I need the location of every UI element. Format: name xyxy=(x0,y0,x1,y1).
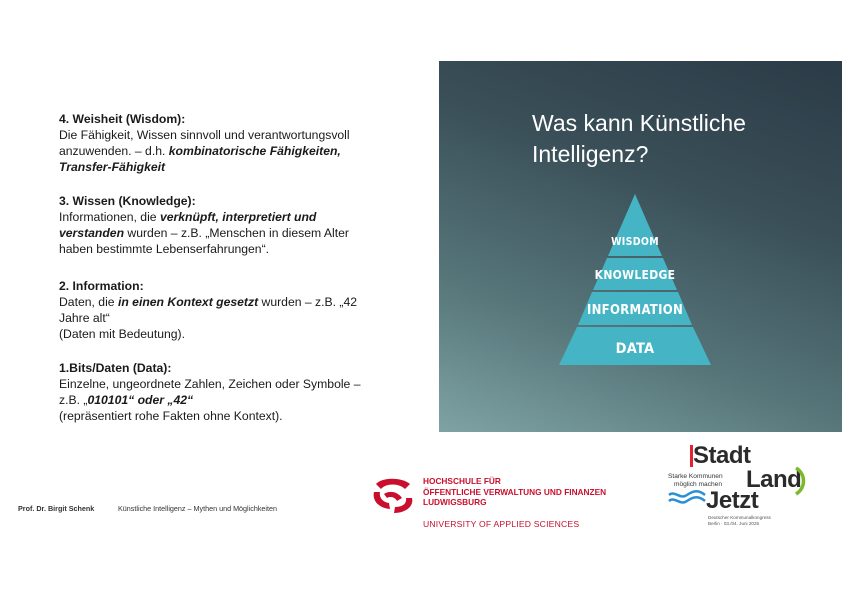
knowledge-block xyxy=(59,193,389,257)
dikw-panel xyxy=(439,61,842,432)
logo-tagline-2: möglich machen xyxy=(674,480,723,488)
dikw-pyramid xyxy=(525,194,745,366)
wisdom-line3: Transfer-Fähigkeit xyxy=(59,160,166,174)
data-heading: 1.Bits/Daten (Data): xyxy=(59,361,172,375)
logo-event-line1: Deutscher Kommunalkongress xyxy=(708,515,771,520)
information-line1-plain2: wurden – z.B. „42 xyxy=(258,295,358,309)
hochschule-name xyxy=(423,476,606,508)
pyramid-label-wisdom: WISDOM xyxy=(611,236,659,248)
logo-stadt: Stadt xyxy=(693,442,751,469)
information-line1-bold: in einen Kontext gesetzt xyxy=(117,295,259,309)
information-heading: 2. Information: xyxy=(59,279,144,293)
data-line2-bold: 010101“ oder „42“ xyxy=(87,393,194,407)
wisdom-heading: 4. Weisheit (Wisdom): xyxy=(59,112,186,126)
information-line1-plain: Daten, die xyxy=(59,295,118,309)
logo-tagline-1: Starke Kommunen xyxy=(668,473,723,480)
logo-tagline xyxy=(668,473,723,488)
knowledge-line2 xyxy=(59,225,389,241)
data-line1: Einzelne, ungeordnete Zahlen, Zeichen oder Symbole – xyxy=(59,377,361,391)
data-line2 xyxy=(59,392,389,408)
panel-title xyxy=(532,108,832,170)
wisdom-line2-bold: kombinatorische Fähigkeiten, xyxy=(168,144,341,158)
pyramid-label-information: INFORMATION xyxy=(586,303,684,318)
hochschule-line1: HOCHSCHULE FÜR xyxy=(423,476,501,486)
stadt-land-jetzt-logo xyxy=(668,442,818,532)
logo-land: Land xyxy=(746,466,802,493)
wisdom-block xyxy=(59,111,389,175)
logo-event-line2: Berlin · 03./04. Juni 2025 xyxy=(708,521,760,526)
logo-event-info xyxy=(708,515,771,527)
land-bracket-icon xyxy=(794,466,808,496)
information-line3: (Daten mit Bedeutung). xyxy=(59,327,186,341)
data-block xyxy=(59,360,389,424)
wisdom-line2-plain: anzuwenden. – d.h. xyxy=(59,144,169,158)
knowledge-line2-bold: verstanden xyxy=(59,226,125,240)
pyramid-label-data: DATA xyxy=(615,341,655,357)
knowledge-line3: haben bestimmte Lebenserfahrungen“. xyxy=(59,242,270,256)
pyramid-label-knowledge: KNOWLEDGE xyxy=(594,268,676,282)
panel-title-line2: Intelligenz? xyxy=(532,141,649,167)
footer-topic: Künstliche Intelligenz – Mythen und Möglichkeiten xyxy=(118,504,278,513)
knowledge-line1-plain: Informationen, die xyxy=(59,210,160,224)
knowledge-line1-bold: verknüpft, interpretiert und xyxy=(159,210,317,224)
hochschule-logo-icon xyxy=(370,478,416,514)
information-line2: Jahre alt“ xyxy=(59,311,110,325)
information-block xyxy=(59,278,389,342)
hochschule-line3: LUDWIGSBURG xyxy=(423,497,487,507)
footer-author: Prof. Dr. Birgit Schenk xyxy=(18,504,95,513)
data-line2-plain: z.B. „ xyxy=(59,393,88,407)
hochschule-subline: UNIVERSITY OF APPLIED SCIENCES xyxy=(423,519,580,529)
wisdom-line1: Die Fähigkeit, Wissen sinnvoll und verantwortungsvoll xyxy=(59,128,350,142)
hochschule-line2: ÖFFENTLICHE VERWALTUNG UND FINANZEN xyxy=(423,486,607,497)
wisdom-line2 xyxy=(59,143,389,159)
data-line3: (repräsentiert rohe Fakten ohne Kontext). xyxy=(59,409,283,423)
logo-jetzt: Jetzt xyxy=(706,487,759,514)
knowledge-line1 xyxy=(59,209,389,225)
wave-icon xyxy=(668,490,706,504)
knowledge-line2-plain: wurden – z.B. „Menschen in diesem Alter xyxy=(124,226,349,240)
panel-title-line1: Was kann Künstliche xyxy=(532,110,746,136)
knowledge-heading: 3. Wissen (Knowledge): xyxy=(59,194,196,208)
information-line1 xyxy=(59,294,389,310)
